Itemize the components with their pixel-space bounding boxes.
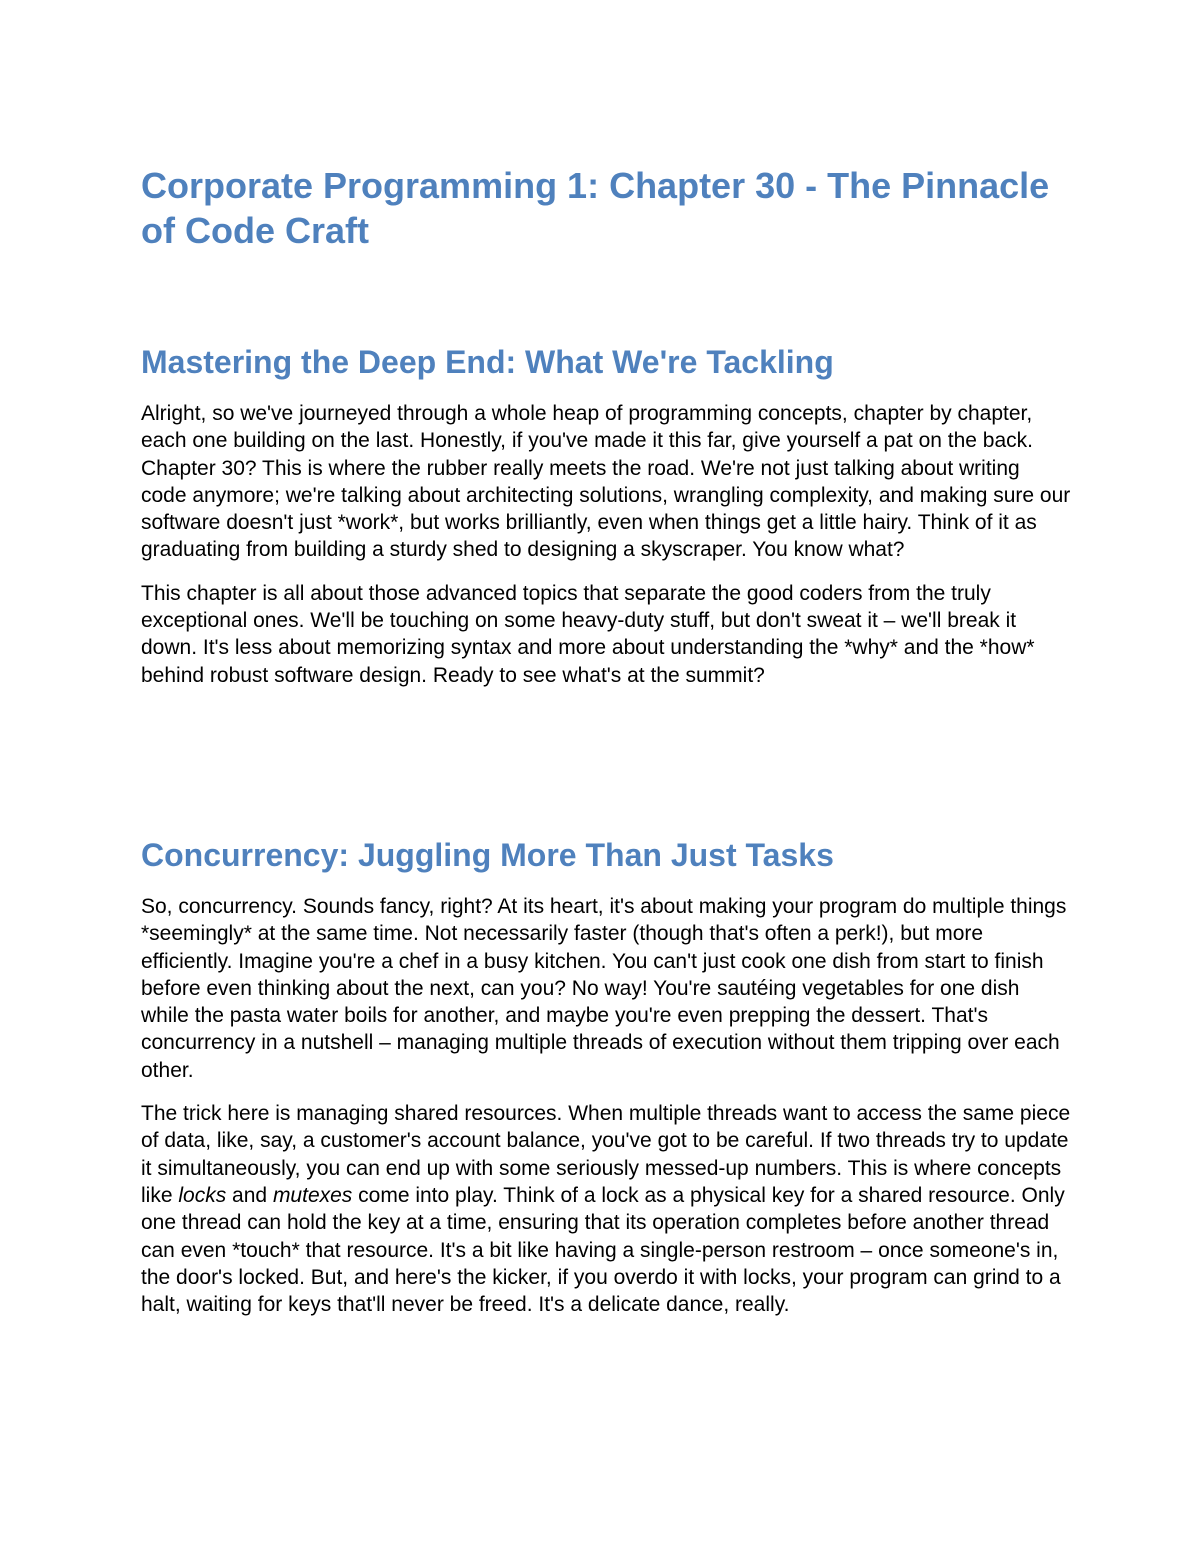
text-run: The trick here is managing shared resources. When multiple threads want to access the same piece of data, like, say, a customer's account balance, you've got to be careful. If two threads try to update it simultaneously, you can end up with some seriously messed-up numbers. This is where concepts like bbox=[141, 1102, 1071, 1207]
section-heading: Concurrency: Juggling More Than Just Tasks bbox=[141, 837, 834, 873]
paragraph: So, concurrency. Sounds fancy, right? At its heart, it's about making your program do multiple things *seemingly* at the same time. Not necessarily faster (though that's often a perk!), but more efficiently. Imagine you're a chef in a busy kitchen. You can't just cook one dish from start to finish before even thinking about the next, can you? No way! You're sautéing vegetables for one dish while the pasta water boils for another, and maybe you're even prepping the dessert. That's concurrency in a nutshell – managing multiple threads of execution without them tripping over each other. bbox=[141, 895, 1067, 1082]
italic-term-mutexes: mutexes bbox=[272, 1183, 353, 1207]
document-title: Corporate Programming 1: Chapter 30 - The Pinnacle of Code Craft bbox=[141, 165, 1050, 251]
paragraph: Alright, so we've journeyed through a whole heap of programming concepts, chapter by chapter, each one building on the last. Honestly, if you've made it this far, give yourself a pat on the back. Chapter 30? This is where the rubber really meets the road. We're not just talking about writing code anymore; we're talking about architecting solutions, wrangling complexity, and making sure our software doesn't just *work*, but works brilliantly, even when things get a little hairy. Think of it as graduating from building a sturdy shed to designing a skyscraper. You know what? bbox=[141, 402, 1071, 562]
section-concurrency bbox=[141, 835, 1071, 1334]
paragraph: This chapter is all about those advanced topics that separate the good coders from the truly exceptional ones. We'll be touching on some heavy-duty stuff, but don't sweat it – we'll break it down. It's less about memorizing syntax and more about understanding the *why* and the *how* behind robust software design. Ready to see what's at the summit? bbox=[141, 581, 1035, 687]
section-heading: Mastering the Deep End: What We're Tackling bbox=[141, 344, 834, 380]
paragraph-shared-resources bbox=[141, 1100, 1071, 1318]
italic-term-locks: locks bbox=[178, 1183, 227, 1207]
text-run: come into play. Think of a lock as a physical key for a shared resource. Only one thread can hold the key at a time, ensuring that its operation completes before another thread can even *touch* that resource. It's a bit like having a single-person restroom – once someone's in, the door's locked. But, and here's the kicker, if you overdo it with locks, your program can grind to a halt, waiting for keys that'll never be freed. It's a delicate dance, really. bbox=[141, 1183, 1065, 1317]
text-run: and bbox=[226, 1183, 273, 1207]
section-mastering-deep-end bbox=[141, 342, 1071, 705]
